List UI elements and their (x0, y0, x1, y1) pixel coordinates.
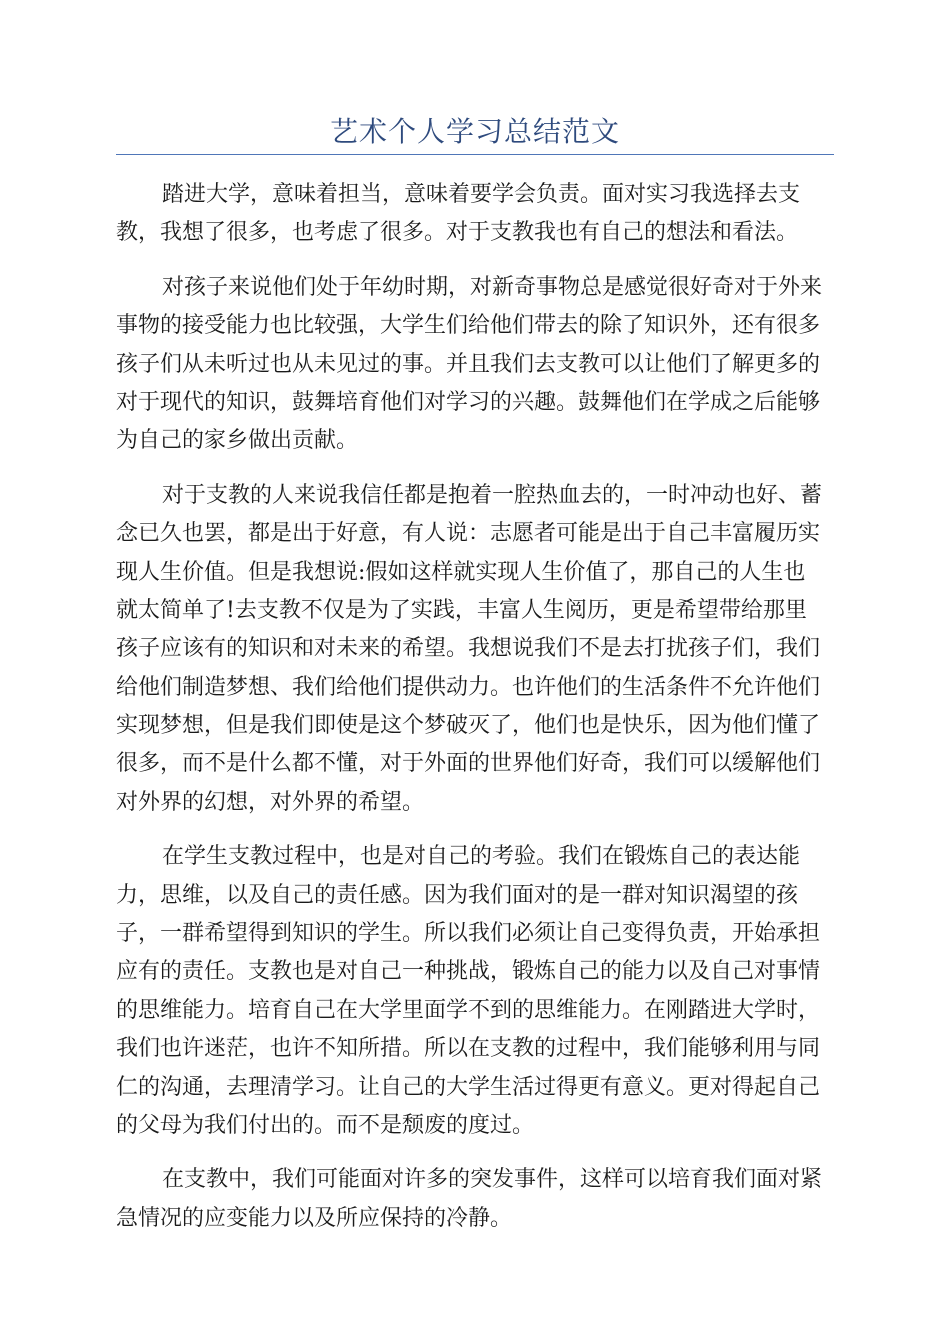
paragraph-2 (116, 269, 834, 461)
text-line: 力，思维，以及自己的责任感。因为我们面对的是一群对知识渴望的孩 (116, 882, 799, 908)
paragraph-3 (116, 477, 834, 823)
text-line: 对于支教的人来说我信任都是抱着一腔热血去的，一时冲动也好、蓄 (162, 482, 823, 508)
text-line: 在支教中，我们可能面对许多的突发事件，这样可以培育我们面对紧 (162, 1167, 823, 1193)
text-line: 我们也许迷茫，也许不知所措。所以在支教的过程中，我们能够利用与同 (116, 1036, 821, 1062)
text-line: 孩子应该有的知识和对未来的希望。我想说我们不是去打扰孩子们，我们 (116, 636, 821, 662)
text-line: 就太简单了!去支教不仅是为了实践，丰富人生阅历，更是希望带给那里 (116, 597, 807, 623)
text-line: 现人生价值。但是我想说:假如这样就实现人生价值了，那自己的人生也 (116, 559, 806, 585)
paragraph-1 (116, 176, 834, 253)
text-line: 实现梦想，但是我们即使是这个梦破灭了，他们也是快乐，因为他们懂了 (116, 713, 821, 739)
paragraph-4 (116, 838, 834, 1145)
text-line: 很多，而不是什么都不懂，对于外面的世界他们好奇，我们可以缓解他们 (116, 751, 821, 777)
text-line: 事物的接受能力也比较强，大学生们给他们带去的除了知识外，还有很多 (116, 313, 821, 339)
paragraph-5 (116, 1161, 834, 1238)
text-line: 踏进大学，意味着担当，意味着要学会负责。面对实习我选择去支 (162, 182, 801, 207)
document-body (116, 176, 834, 1254)
text-line: 应有的责任。支教也是对自己一种挑战，锻炼自己的能力以及自己对事情 (116, 959, 821, 985)
text-line: 对孩子来说他们处于年幼时期，对新奇事物总是感觉很好奇对于外来 (162, 274, 823, 300)
text-line: 为自己的家乡做出贡献。 (116, 428, 359, 454)
text-line: 教，我想了很多，也考虑了很多。对于支教我也有自己的想法和看法。 (116, 220, 799, 246)
text-line: 念已久也罢，都是出于好意，有人说：志愿者可能是出于自己丰富履历实 (116, 521, 821, 547)
title-underline (116, 154, 834, 155)
text-line: 的思维能力。培育自己在大学里面学不到的思维能力。在刚踏进大学时， (116, 997, 821, 1023)
text-line: 给他们制造梦想、我们给他们提供动力。也许他们的生活条件不允许他们 (116, 674, 821, 700)
text-line: 急情况的应变能力以及所应保持的冷静。 (116, 1205, 513, 1231)
text-line: 在学生支教过程中，也是对自己的考验。我们在锻炼自己的表达能 (162, 844, 801, 870)
text-line: 的父母为我们付出的。而不是颓废的度过。 (116, 1112, 535, 1138)
text-line: 孩子们从未听过也从未见过的事。并且我们去支教可以让他们了解更多的 (116, 351, 821, 377)
text-line: 对外界的幻想，对外界的希望。 (116, 789, 425, 815)
text-line: 子，一群希望得到知识的学生。所以我们必须让自己变得负责，开始承担 (116, 921, 821, 947)
document-title: 艺术个人学习总结范文 (329, 115, 620, 148)
text-line: 对于现代的知识，鼓舞培育他们对学习的兴趣。鼓舞他们在学成之后能够 (116, 389, 821, 415)
text-line: 仁的沟通，去理清学习。让自己的大学生活过得更有意义。更对得起自己 (116, 1074, 821, 1100)
